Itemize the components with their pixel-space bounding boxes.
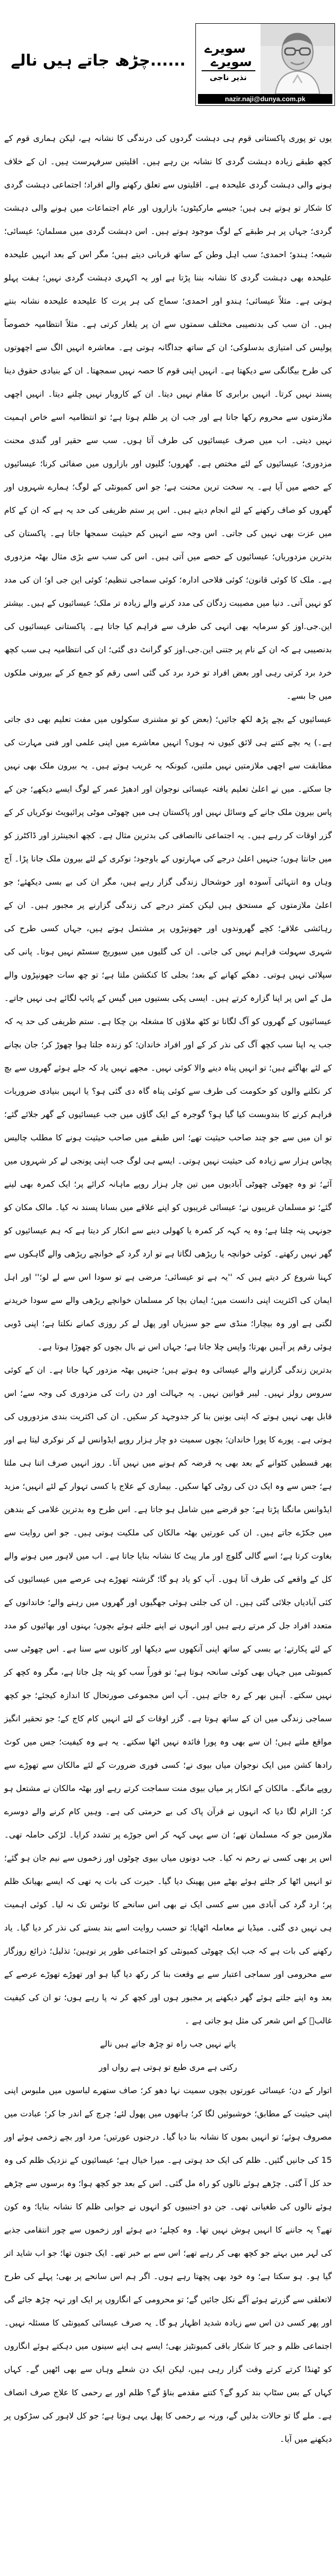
article-paragraph: اتوار کے دن؛ عیسائی عورتوں بچوں سمیت نہا دھو کر؛ صاف ستھرے لباسوں میں ملبوس اپنی اپنی حیثیت کے مطابق؛ خوشبوئیں لگا کر؛ ہاتھوں میں پھول لئے؛ چرچ کے اندر جا کر؛ عبادت میں مصروف ہوئے؛ تو انہیں بموں کا نشانہ بنا دیا گیا۔ درجنوں عورتیں؛ مرد اور بچے زخمی ہوئے اور 15 کی جانیں گئیں۔ ظلم کی ایک حد ہوتی ہے۔ میرا خیال ہے؛ عیسائیوں کے نزدیک ظلم کی وہ حد کل آ گئی۔ چڑھے ہوئے نالوں کو راہ مل گئی۔ اس کے بعد جو کچھ ہوا؛ وہ برسوں سے چڑھے ہوئے نالوں کی طغیانی تھی۔ جن دو اجنبیوں کو انہوں نے جوابی ظلم کا نشانہ بنایا؛ وہ کون تھے؟ یہ جاننے کا انہیں ہوش نہیں تھا۔ وہ کچلے؛ دبے ہوئے اور زخموں سے چور انتقامی جذبے کی لہر میں بہتے جو کچھ بھی کر رہے تھے؛ اس سے بے خبر تھے۔ ایک جنون تھا؛ جو اب شاید اتر گیا ہو۔ ہو سکتا ہے؛ وہ خود بھی پچھتا رہے ہوں۔ اگر ہم اس سانحے پر بھی؛ پہلے کی طرح لاتعلقی سے گزرتے ہوئے آگے نکل جائیں گے؛ تو محرومی کے انگاروں پر ایک اور تہہ چڑھ جائے گی اور پھر کسی دن اس سے زیادہ شدید اظہار ہو گا۔ یہ صرف عیسائی کمیونٹی کا مسئلہ نہیں۔ اجتماعی ظلم و جبر کا شکار باقی کمیونٹیز بھی؛ ایسے ہی اپنے سینوں میں دہکتے ہوئے انگاروں کو ٹھنڈا کرتے کرتے وقت گزار رہی ہیں، لیکن ایک دن شعلے وہاں سے بھی اٹھیں گے۔ کہاں کہاں کے بس سٹاپ بند کرو گے؟ کتنے مقدمے بناؤ گے؟ ظلم اور بے رحمی کا علاج صرف انصاف ہے۔ ملے گا تو حالات بدلیں گے، ورنہ بے رحمی کا پھل یہی ہوتا ہے؛ جو کل لاہور کی سڑکوں پر دیکھنے میں آیا۔ — [4, 2085, 332, 2444]
page-header — [0, 0, 336, 127]
article-paragraph: یوں تو پوری پاکستانی قوم ہی دہشت گردوں کی درندگی کا نشانہ ہے، لیکن ہماری قوم کے کچھ طبقے زیادہ دہشت گردی کا نشانہ بن رہے ہیں۔ اقلیتیں سرفہرست ہیں۔ ان کے خلاف ہونے والی دہشت گردی علیحدہ ہے۔ اقلیتوں سے تعلق رکھنے والے افراد؛ اجتماعی دہشت گردی کا شکار تو ہوتے ہی ہیں؛ جیسے مارکیٹوں؛ بازاروں اور عام اجتماعات میں ہونے والی دہشت گردی؛ جہاں پر ہر طبقے کے لوگ موجود ہوتے ہیں۔ اس دہشت گردی میں مسلمان؛ عیسائی؛ شیعہ؛ ہندو؛ احمدی؛ سب اہل وطن کے ساتھ قربانی دیتے ہیں؛ مگر اس کے بعد انہیں علیحدہ علیحدہ بھی دہشت گردی کا نشانہ بننا پڑتا ہے اور یہ اکہری دہشت گردی نہیں؛ ہفت پہلو ہوتی ہے۔ مثلاً عیسائی؛ ہندو اور احمدی؛ سماج کی ہر پرت کا علیحدہ علیحدہ نشانہ بنتے ہیں۔ ان سب کی بدنصیبی مختلف سمتوں سے ان پر یلغار کرتی ہے۔ مثلاً انتظامیہ خصوصاً پولیس کی امتیازی بدسلوکی؛ ان کے ساتھ جداگانہ ہوتی ہے۔ معاشرہ انہیں الگ سے اچھوتوں کی طرح بیگانگی سے دیکھتا ہے۔ انہیں اپنی قوم کا حصہ نہیں سمجھتا۔ ان کے بنیادی حقوق دینا پسند نہیں کرتا۔ انہیں برابری کا مقام نہیں دیتا۔ ان کے کاروبار نہیں چلنے دیتا۔ انہیں اچھی ملازمتوں سے محروم رکھا جاتا ہے اور جب ان پر ظلم ہوتا ہے؛ تو انتظامیہ اسے خاص اہمیت نہیں دیتی۔ اب میں صرف عیسائیوں کی طرف آتا ہوں۔ سب سے حقیر اور گندی محنت مزدوری؛ عیسائیوں کے لئے مختص ہے۔ گھروں؛ گلیوں اور بازاروں میں صفائی کرنا؛ عیسائیوں کے حصے میں آیا ہے۔ یہ سخت ترین محنت ہے؛ جو اس کمیونٹی کے لوگ؛ ہمارے شہروں اور گھروں کو صاف رکھنے کے لئے انجام دیتے ہیں۔ اس پر ستم ظریفی کی حد یہ ہے کہ ان کے کام میں عزت بھی نہیں کی جاتی۔ اس وجہ سے انہیں کم حیثیت سمجھا جاتا ہے۔ پاکستان کی بدترین مزدوریاں؛ عیسائیوں کے حصے میں آتی ہیں۔ اس کی سب سے بڑی مثال بھٹہ مزدوری ہے۔ ملک کا کوئی قانون؛ کوئی فلاحی ادارہ؛ کوئی سماجی تنظیم؛ کوئی این جی او؛ ان کی مدد کو نہیں آتی۔ دنیا میں مصیبت زدگان کی مدد کرنے والے زیادہ تر ملک؛ عیسائیوں کے ہیں۔ بیشتر این.جی.اوز کو سرمایہ بھی انہی کی طرف سے فراہم کیا جاتا ہے۔ پاکستانی عیسائیوں کی بدنصیبی ہے کہ ان کے نام پر جتنی این.جی.اوز کو گرانٹ دی گئی؛ ان کی انتظامیہ ہی سب کچھ خرد برد کرتی رہی اور بعض افراد تو خرد برد کی گئی اسی رقم کو جمع کر کے بیرونی ملکوں میں جا بسے۔ — [4, 133, 332, 701]
article-title: ......چڑھ جاتے ہیں نالے — [10, 52, 186, 70]
ghalib-couplet — [35, 2032, 301, 2079]
author-name: نذیر ناجی — [209, 73, 247, 82]
article-paragraph: بدترین زندگی گزارنے والے عیسائی وہ ہوتے ہیں؛ جنہیں بھٹہ مزدور کہا جاتا ہے۔ ان کے کوئی سروس رولز نہیں۔ لیبر قوانین نہیں۔ یہ جہالت اور دن رات کی مزدوری کی وجہ سے؛ اس قابل بھی نہیں ہوتے کہ اپنی یونین بنا کر جدوجہد کر سکیں۔ ان کی اکثریت بندی مزدوروں کی ہوتی ہے۔ پورے کا پورا خاندان؛ بچوں سمیت دو چار ہزار روپے ایڈوانس لے کر نوکری لیتا ہے اور پھر قسطیں کٹوانے کے بعد بھی یہ قرضہ کم ہونے میں نہیں آتا۔ روز انہیں صرف اتنا ہی ملتا ہے؛ جس سے وہ ایک دن کی روٹی کھا سکیں۔ بیماری کے علاج یا کسی تہوار کے لئے انہیں؛ مزید ایڈوانس مانگنا پڑتا ہے؛ جو قرضے میں شامل ہو جاتا ہے۔ اس طرح وہ بدترین غلامی کے بندھن میں جکڑے جاتے ہیں۔ ان کی عورتیں بھٹہ مالکان کی ملکیت ہوتی ہیں۔ جو اس روایت سے بغاوت کرتا ہے؛ اسے گالی گلوچ اور مار پیٹ کا نشانہ بنایا جاتا ہے۔ اب میں لاہور میں ہونے والے کل کے واقعے کی طرف آتا ہوں۔ آپ کو یاد ہو گا؛ گزشتہ تھوڑے ہی عرصے میں عیسائیوں کی کئی آبادیاں جلائی گئی ہیں۔ ان کی جلتی ہوئی جھگیوں اور گھروں میں رہنے والے؛ خاندانوں کے متعدد افراد جل کر مرتے رہے ہیں اور انہوں نے اپنے جلتے ہوئے بچوں؛ بہنوں اور بھائیوں کو مدد کے لئے پکارتے؛ بے بسی کے ساتھ اپنی آنکھوں سے دیکھا اور کانوں سے سنا ہے۔ اس چھوٹی سی کمیونٹی میں جہاں بھی کوئی سانحہ ہوتا ہے؛ تو فوراً سب کو پتہ چل جاتا ہے، مگر وہ کچھ کر نہیں سکتے۔ آہیں بھر کے رہ جاتے ہیں۔ آپ اس مجموعی صورتحال کا اندازہ کیجئے؛ جو کچھ سماجی زندگی میں ان کے ساتھ ہوتا ہے۔ گزر اوقات کے لئے انہیں کام کاج کے؛ جو تحقیر انگیز مواقع ملتے ہیں؛ ان سے بھی وہ پورا فائدہ نہیں اٹھا سکتے۔ یہ ہے وہ کیفیت؛ جس میں کوٹ رادھا کشن میں ایک نوجوان میاں بیوی نے؛ کسی فوری ضرورت کے لئے مالکان سے تھوڑے سے روپے مانگے۔ مالکان کے انکار پر میاں بیوی منت سماجت کرتے رہے اور بھٹہ مالکان نے مشتعل ہو کر؛ الزام لگا دیا کہ انہوں نے قرآن پاک کی بے حرمتی کی ہے۔ وہیں کام کرنے والے دوسرے ملازمین جو کہ مسلمان تھے؛ ان سے یہی کہہ کر اس جوڑے پر تشدد کرایا۔ لڑکی حاملہ تھی۔ اس پر بھی کسی نے رحم نہ کیا۔ جب دونوں میاں بیوی چوٹوں اور زخموں سے نیم جان ہو گئے؛ تو انہیں اٹھا کر جلتے ہوئے بھٹے میں پھینک دیا گیا۔ حیرت کی بات یہ تھی کہ ایسے بھیانک ظلم پر؛ ارد گرد کی آبادی میں سے کسی ایک نے بھی اس سانحے کا نوٹس تک نہ لیا۔ کوئی اہمیت ہی نہیں دی گئی۔ میڈیا نے معاملہ اٹھایا؛ تو حسب روایت اسے بند بستے کی نذر کر دیا گیا۔ یاد رکھنے کی بات ہے کہ جب ایک چھوٹی کمیونٹی کو اجتماعی طور پر توہین؛ تذلیل؛ ذرائع روزگار سے محرومی اور سماجی اعتبار سے بے وقعت بنا کر رکھ دیا گیا ہو اور تھوڑے تھوڑے عرصے کے بعد وہ اپنے جلتے ہوئے گھر دیکھنے پر مجبور ہوں اور کچھ کر نہ پا رہے ہوں؛ تو ان کی کیفیت غالبؔ کے اس شعر کی مثل ہو جاتی ہے ۔ — [4, 1365, 332, 2025]
masthead-box — [195, 23, 335, 106]
column-name — [204, 41, 252, 69]
couplet-line: رکتی ہے مری طبع تو ہوتی ہے رواں اور — [99, 2062, 237, 2072]
column-name-line1: سویرے — [204, 41, 246, 56]
couplet-line: پاتے نہیں جب راہ تو چڑھ جاتے ہیں نالے — [100, 2039, 236, 2049]
divider — [202, 70, 255, 71]
column-name-line2: سویرے — [210, 54, 252, 69]
author-photo — [261, 24, 334, 94]
article-body — [0, 127, 336, 2451]
author-email: nazir.naji@dunya.com.pk — [198, 94, 332, 104]
author-portrait-illustration — [261, 24, 334, 94]
masthead-left — [196, 24, 261, 83]
article-paragraph: عیسائیوں کے بچے پڑھ لکھ جائیں؛ (بعض کو تو مشنری سکولوں میں مفت تعلیم بھی دی جاتی ہے۔) یہ بچے کتنے ہی لائق کیوں نہ ہوں؟ انہیں معاشرے میں اپنی علمی اور فنی مہارت کی مطابقت سے اچھی ملازمتیں نہیں ملتیں، کیونکہ یہ غریب ہوتے ہیں۔ یہ بیرون ملک بھی نہیں جا سکتے۔ میں نے اعلیٰ تعلیم یافتہ عیسائی نوجوان اور ادھیڑ عمر کے لوگ ایسے دیکھے؛ جن کے پاس بیرون ملک جانے کے وسائل نہیں اور پاکستان ہی میں چھوٹی موٹی پرائیویٹ نوکریاں کر کے گزر اوقات کر رہے ہیں۔ یہ اجتماعی ناانصافی کی بدترین مثال ہے۔ کچھ انجینئرز اور ڈاکٹرز کو میں جانتا ہوں؛ جنہیں اعلیٰ درجے کی مہارتوں کے باوجود؛ نوکری کے لئے بیرون ملک جانا پڑا۔ آج وہاں وہ انتہائی آسودہ اور خوشحال زندگی گزار رہے ہیں، مگر ان کی بے بسی دیکھئے؛ جو اعلیٰ ملازمتوں کے مستحق ہیں لیکن کمتر درجے کی زندگی گزارنے پر مجبور ہیں۔ ان کے رہائشی علاقے؛ کچے گھروندوں اور جھونپڑوں پر مشتمل ہوتے ہیں، جہاں کسی طرح کی شہری سہولت فراہم نہیں کی جاتی۔ ان کی گلیوں میں سیوریج سسٹم نہیں ہوتا۔ پانی کی سپلائی نہیں ہوتی۔ دھکے کھانے کے بعد؛ بجلی کا کنکشن ملتا ہے؛ تو چھ سات جھونپڑوں والے مل کے اس پر اپنا گزارہ کرتے ہیں۔ ایسی پکی بستیوں میں گیس کے پائپ لگائے ہی نہیں جاتے۔ عیسائیوں کے گھروں کو آگ لگانا تو کٹھ ملاؤں کا مشغلہ بن چکا ہے۔ ستم ظریفی کی حد یہ کہ جب یہ اپنا سب کچھ آگ کی نذر کر کے اور افراد خاندان؛ کو زندہ جلتا ہوا چھوڑ کر؛ جان بچانے کے لئے بھاگتے ہیں؛ تو انہیں پناہ دینے والا کوئی نہیں۔ مجھے نہیں یاد کہ جلے ہوئے گھروں سے بچ کر نکلنے والوں کو حکومت کی طرف سے کوئی پناہ گاہ دی گئی ہو؟ یا انہیں بنیادی ضروریات فراہم کرنے کا بندوبست کیا گیا ہو؟ گوجرہ کے ایک گاؤں میں جب عیسائیوں کے گھر جلائے گئے؛ تو ان میں سے جو چند صاحب حیثیت تھے؛ اس طبقے میں صاحب حیثیت ہونے کا مطلب چالیس پچاس ہزار سے زیادہ کی حیثیت نہیں ہوتی۔ ایسے ہی لوگ جب اپنی پونجی لے کر شہروں میں آئے؛ تو وہ چھوٹی چھوٹی آبادیوں میں تین چار ہزار روپے ماہانہ کرائے پر؛ ایک کمرہ بھی لینے گئے؛ تو مسلمان غریبوں نے؛ عیسائی غریبوں کو اپنے علاقے میں بسانا پسند نہ کیا۔ مالک مکان کو جونہی پتہ چلتا ہے؛ وہ یہ کہہ کر کمرہ یا کھولی دینے سے انکار کر دیتا ہے کہ ہم عیسائیوں کو گھر نہیں رکھتے۔ کوئی خوانچہ یا ریڑھی لگاتا ہے تو ارد گرد کے خوانچے ریڑھی والے گاہکوں سے کہنا شروع کر دیتے ہیں کہ ''یہ ہے تو عیسائی؛ مرضی ہے تو سودا اس سے لے لو؛'' اور اہل ایمان کی اکثریت اپنی دانست میں؛ ایمان بچا کر مسلمان خوانچے ریڑھی والے سے سودا خریدنے لگتی ہے اور وہ بیچارا؛ منڈی سے جو سبزیاں اور پھل لے کر روزی کمانے نکلتا ہے؛ اپنی ڈوبی ہوئی رقم پر آہیں بھرتا؛ واپس چلا جاتا ہے؛ جہاں اس نے بال بچوں کو چھوڑا ہوتا ہے۔ — [4, 714, 332, 1352]
